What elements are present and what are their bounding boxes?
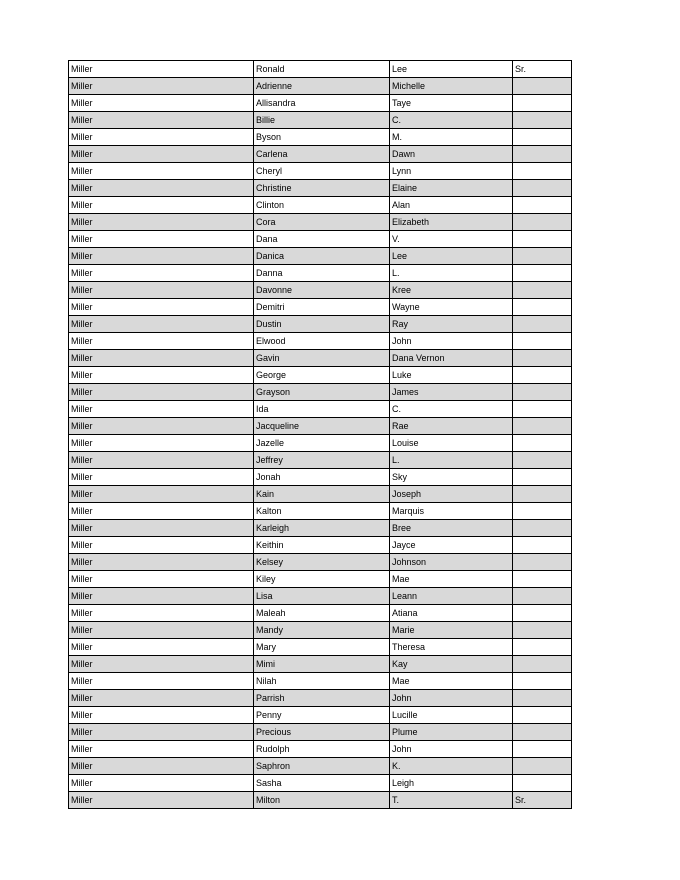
table-row <box>69 724 572 741</box>
suffix-cell <box>513 690 572 707</box>
suffix-cell <box>513 554 572 571</box>
table-row <box>69 673 572 690</box>
last-name-cell: Miller <box>69 248 254 265</box>
first-name-cell: Jazelle <box>254 435 390 452</box>
suffix-cell <box>513 112 572 129</box>
first-name-cell: Saphron <box>254 758 390 775</box>
middle-name-cell: Elizabeth <box>390 214 513 231</box>
last-name-cell: Miller <box>69 163 254 180</box>
first-name-cell: Precious <box>254 724 390 741</box>
middle-name-cell: Alan <box>390 197 513 214</box>
suffix-cell <box>513 163 572 180</box>
table-row <box>69 367 572 384</box>
middle-name-cell: K. <box>390 758 513 775</box>
first-name-cell: Kain <box>254 486 390 503</box>
suffix-cell <box>513 350 572 367</box>
first-name-cell: Mary <box>254 639 390 656</box>
middle-name-cell: Marquis <box>390 503 513 520</box>
last-name-cell: Miller <box>69 520 254 537</box>
last-name-cell: Miller <box>69 112 254 129</box>
first-name-cell: Carlena <box>254 146 390 163</box>
middle-name-cell: Lee <box>390 61 513 78</box>
last-name-cell: Miller <box>69 486 254 503</box>
last-name-cell: Miller <box>69 792 254 809</box>
table-row <box>69 180 572 197</box>
middle-name-cell: Mae <box>390 673 513 690</box>
last-name-cell: Miller <box>69 418 254 435</box>
middle-name-cell: Plume <box>390 724 513 741</box>
last-name-cell: Miller <box>69 588 254 605</box>
middle-name-cell: Joseph <box>390 486 513 503</box>
middle-name-cell: Ray <box>390 316 513 333</box>
table-row <box>69 384 572 401</box>
middle-name-cell: Leann <box>390 588 513 605</box>
table-row <box>69 605 572 622</box>
last-name-cell: Miller <box>69 571 254 588</box>
middle-name-cell: L. <box>390 265 513 282</box>
first-name-cell: Billie <box>254 112 390 129</box>
table-row <box>69 741 572 758</box>
table-row <box>69 95 572 112</box>
suffix-cell <box>513 418 572 435</box>
table-row <box>69 775 572 792</box>
suffix-cell <box>513 401 572 418</box>
table-row <box>69 656 572 673</box>
suffix-cell <box>513 78 572 95</box>
first-name-cell: Penny <box>254 707 390 724</box>
table-row <box>69 707 572 724</box>
suffix-cell <box>513 724 572 741</box>
first-name-cell: Keithin <box>254 537 390 554</box>
suffix-cell <box>513 673 572 690</box>
last-name-cell: Miller <box>69 282 254 299</box>
table-row <box>69 792 572 809</box>
last-name-cell: Miller <box>69 724 254 741</box>
middle-name-cell: C. <box>390 112 513 129</box>
suffix-cell <box>513 146 572 163</box>
suffix-cell <box>513 707 572 724</box>
middle-name-cell: Kree <box>390 282 513 299</box>
first-name-cell: Dustin <box>254 316 390 333</box>
last-name-cell: Miller <box>69 537 254 554</box>
table-row <box>69 231 572 248</box>
middle-name-cell: Louise <box>390 435 513 452</box>
suffix-cell <box>513 469 572 486</box>
table-row <box>69 61 572 78</box>
suffix-cell <box>513 452 572 469</box>
middle-name-cell: John <box>390 690 513 707</box>
last-name-cell: Miller <box>69 61 254 78</box>
middle-name-cell: Jayce <box>390 537 513 554</box>
first-name-cell: George <box>254 367 390 384</box>
table-row <box>69 758 572 775</box>
table-row <box>69 452 572 469</box>
suffix-cell <box>513 180 572 197</box>
table-row <box>69 129 572 146</box>
middle-name-cell: T. <box>390 792 513 809</box>
last-name-cell: Miller <box>69 299 254 316</box>
last-name-cell: Miller <box>69 231 254 248</box>
table-row <box>69 265 572 282</box>
suffix-cell <box>513 197 572 214</box>
first-name-cell: Byson <box>254 129 390 146</box>
table-row <box>69 639 572 656</box>
first-name-cell: Clinton <box>254 197 390 214</box>
first-name-cell: Ronald <box>254 61 390 78</box>
first-name-cell: Elwood <box>254 333 390 350</box>
middle-name-cell: James <box>390 384 513 401</box>
table-row <box>69 316 572 333</box>
last-name-cell: Miller <box>69 401 254 418</box>
first-name-cell: Lisa <box>254 588 390 605</box>
middle-name-cell: John <box>390 741 513 758</box>
last-name-cell: Miller <box>69 605 254 622</box>
suffix-cell <box>513 435 572 452</box>
first-name-cell: Milton <box>254 792 390 809</box>
middle-name-cell: Dawn <box>390 146 513 163</box>
last-name-cell: Miller <box>69 554 254 571</box>
last-name-cell: Miller <box>69 690 254 707</box>
middle-name-cell: Johnson <box>390 554 513 571</box>
first-name-cell: Cora <box>254 214 390 231</box>
first-name-cell: Jonah <box>254 469 390 486</box>
table-row <box>69 554 572 571</box>
table-row <box>69 299 572 316</box>
suffix-cell: Sr. <box>513 792 572 809</box>
first-name-cell: Allisandra <box>254 95 390 112</box>
middle-name-cell: Mae <box>390 571 513 588</box>
table-row <box>69 248 572 265</box>
first-name-cell: Adrienne <box>254 78 390 95</box>
suffix-cell <box>513 316 572 333</box>
suffix-cell <box>513 333 572 350</box>
middle-name-cell: V. <box>390 231 513 248</box>
name-table <box>68 60 572 809</box>
last-name-cell: Miller <box>69 265 254 282</box>
first-name-cell: Sasha <box>254 775 390 792</box>
first-name-cell: Mimi <box>254 656 390 673</box>
middle-name-cell: Theresa <box>390 639 513 656</box>
suffix-cell <box>513 129 572 146</box>
last-name-cell: Miller <box>69 316 254 333</box>
first-name-cell: Dana <box>254 231 390 248</box>
middle-name-cell: Marie <box>390 622 513 639</box>
middle-name-cell: Luke <box>390 367 513 384</box>
last-name-cell: Miller <box>69 333 254 350</box>
table-row <box>69 78 572 95</box>
last-name-cell: Miller <box>69 452 254 469</box>
middle-name-cell: Lee <box>390 248 513 265</box>
last-name-cell: Miller <box>69 146 254 163</box>
table-row <box>69 418 572 435</box>
suffix-cell <box>513 639 572 656</box>
last-name-cell: Miller <box>69 78 254 95</box>
suffix-cell <box>513 384 572 401</box>
first-name-cell: Jacqueline <box>254 418 390 435</box>
last-name-cell: Miller <box>69 214 254 231</box>
suffix-cell <box>513 214 572 231</box>
middle-name-cell: C. <box>390 401 513 418</box>
table-row <box>69 588 572 605</box>
table-row <box>69 282 572 299</box>
suffix-cell <box>513 775 572 792</box>
suffix-cell <box>513 486 572 503</box>
first-name-cell: Kelsey <box>254 554 390 571</box>
table-row <box>69 197 572 214</box>
first-name-cell: Danica <box>254 248 390 265</box>
suffix-cell <box>513 571 572 588</box>
table-row <box>69 163 572 180</box>
last-name-cell: Miller <box>69 503 254 520</box>
last-name-cell: Miller <box>69 180 254 197</box>
last-name-cell: Miller <box>69 384 254 401</box>
first-name-cell: Maleah <box>254 605 390 622</box>
last-name-cell: Miller <box>69 775 254 792</box>
first-name-cell: Gavin <box>254 350 390 367</box>
table-row <box>69 435 572 452</box>
last-name-cell: Miller <box>69 673 254 690</box>
middle-name-cell: Taye <box>390 95 513 112</box>
last-name-cell: Miller <box>69 622 254 639</box>
table-row <box>69 486 572 503</box>
suffix-cell <box>513 622 572 639</box>
name-table-body <box>69 61 572 809</box>
first-name-cell: Ida <box>254 401 390 418</box>
first-name-cell: Jeffrey <box>254 452 390 469</box>
table-row <box>69 503 572 520</box>
suffix-cell <box>513 299 572 316</box>
first-name-cell: Karleigh <box>254 520 390 537</box>
last-name-cell: Miller <box>69 741 254 758</box>
last-name-cell: Miller <box>69 350 254 367</box>
suffix-cell <box>513 741 572 758</box>
middle-name-cell: M. <box>390 129 513 146</box>
middle-name-cell: Lynn <box>390 163 513 180</box>
first-name-cell: Parrish <box>254 690 390 707</box>
first-name-cell: Nilah <box>254 673 390 690</box>
middle-name-cell: Michelle <box>390 78 513 95</box>
suffix-cell <box>513 367 572 384</box>
suffix-cell <box>513 520 572 537</box>
first-name-cell: Christine <box>254 180 390 197</box>
middle-name-cell: Rae <box>390 418 513 435</box>
middle-name-cell: Sky <box>390 469 513 486</box>
table-row <box>69 112 572 129</box>
table-row <box>69 690 572 707</box>
first-name-cell: Cheryl <box>254 163 390 180</box>
last-name-cell: Miller <box>69 707 254 724</box>
first-name-cell: Grayson <box>254 384 390 401</box>
table-row <box>69 469 572 486</box>
suffix-cell <box>513 605 572 622</box>
first-name-cell: Mandy <box>254 622 390 639</box>
suffix-cell <box>513 265 572 282</box>
suffix-cell: Sr. <box>513 61 572 78</box>
last-name-cell: Miller <box>69 367 254 384</box>
first-name-cell: Kalton <box>254 503 390 520</box>
first-name-cell: Demitri <box>254 299 390 316</box>
table-row <box>69 537 572 554</box>
table-row <box>69 350 572 367</box>
last-name-cell: Miller <box>69 129 254 146</box>
first-name-cell: Rudolph <box>254 741 390 758</box>
suffix-cell <box>513 758 572 775</box>
last-name-cell: Miller <box>69 197 254 214</box>
middle-name-cell: Lucille <box>390 707 513 724</box>
table-row <box>69 333 572 350</box>
suffix-cell <box>513 282 572 299</box>
last-name-cell: Miller <box>69 95 254 112</box>
table-row <box>69 622 572 639</box>
suffix-cell <box>513 231 572 248</box>
middle-name-cell: Dana Vernon <box>390 350 513 367</box>
table-row <box>69 214 572 231</box>
middle-name-cell: Kay <box>390 656 513 673</box>
table-row <box>69 401 572 418</box>
first-name-cell: Kiley <box>254 571 390 588</box>
middle-name-cell: L. <box>390 452 513 469</box>
last-name-cell: Miller <box>69 639 254 656</box>
suffix-cell <box>513 95 572 112</box>
middle-name-cell: Leigh <box>390 775 513 792</box>
last-name-cell: Miller <box>69 435 254 452</box>
middle-name-cell: Wayne <box>390 299 513 316</box>
suffix-cell <box>513 248 572 265</box>
first-name-cell: Davonne <box>254 282 390 299</box>
last-name-cell: Miller <box>69 656 254 673</box>
middle-name-cell: Bree <box>390 520 513 537</box>
last-name-cell: Miller <box>69 758 254 775</box>
last-name-cell: Miller <box>69 469 254 486</box>
table-row <box>69 146 572 163</box>
suffix-cell <box>513 537 572 554</box>
first-name-cell: Danna <box>254 265 390 282</box>
table-row <box>69 571 572 588</box>
suffix-cell <box>513 503 572 520</box>
table-row <box>69 520 572 537</box>
middle-name-cell: Elaine <box>390 180 513 197</box>
suffix-cell <box>513 656 572 673</box>
middle-name-cell: Atiana <box>390 605 513 622</box>
middle-name-cell: John <box>390 333 513 350</box>
suffix-cell <box>513 588 572 605</box>
